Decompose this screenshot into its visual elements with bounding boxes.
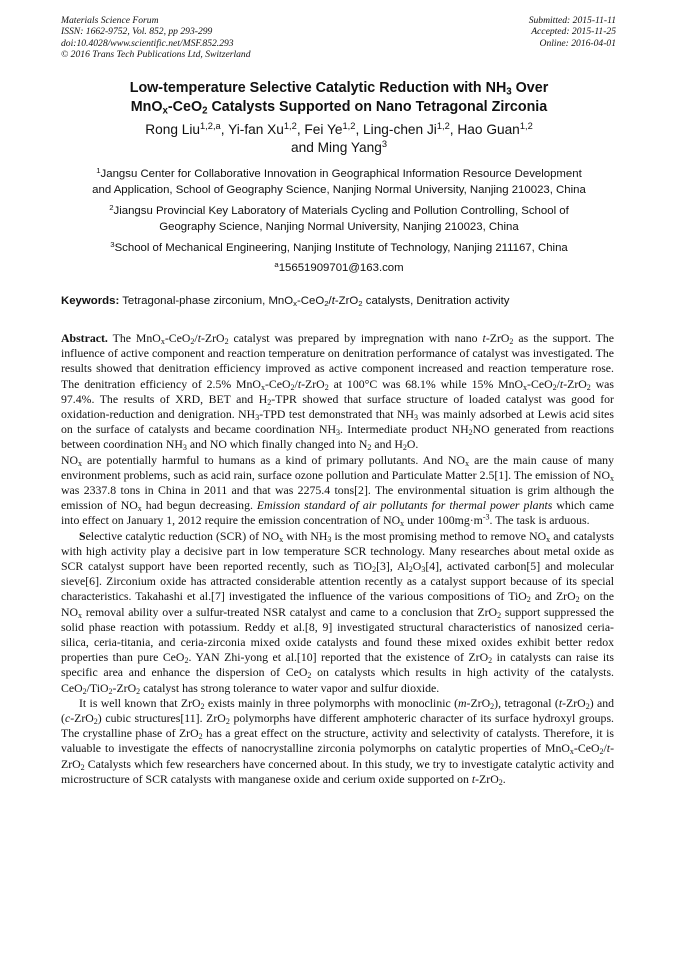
keywords-label: Keywords: (61, 295, 120, 307)
journal-header-right (529, 15, 616, 49)
author-list (40, 121, 638, 157)
author-line-1: Rong Liu$^{1,2,a}$, Yi-fan Xu$^{1,2}$, Fei Ye$^{1,2}$, Ling-chen Ji$^{1,2}$, Hao Guan$^{1,2}$ (145, 120, 533, 137)
accepted-date: Accepted: 2015-11-25 (531, 26, 616, 38)
affiliation-2: $^2$Jiangsu Provincial Key Laboratory of Materials Cycling and Pollution Controlling, School of Geography Science, Nanjing Normal University, Nanjing 210023, China (109, 202, 569, 233)
paragraph-4: It is well known that ZrO$_2$ exists mainly in three polymorphs with monoclinic (m-ZrO$_2$), tetragonal (t-ZrO$_2$) and (c-ZrO$_2$) cubic structures[11]. ZrO$_2$ polymorphs have different amphoteric character of its surface hydroxyl groups. The crystalline phase of ZrO$_2$ has a great effect on the structure, activity and selectivity of catalysts. Therefore, it is valuable to investigate the effects of nanocrystalline zirconia polymorphs on catalytic properties of MnO$_x$-CeO$_2$/t-ZrO$_2$ Catalysts which few researchers have concerned about. In this study, we try to investigate catalytic activity and microstructure of SCR catalysts with manganese oxide and cerium oxide supported on t-ZrO$_2$. (61, 695, 615, 787)
journal-copyright: © 2016 Trans Tech Publications Ltd, Switzerland (61, 49, 251, 61)
author-email: $^a$15651909701@163.com (274, 259, 404, 274)
paragraph-1: Abstract. The MnO$_x$-CeO$_2$/t-ZrO$_2$ catalyst was prepared by impregnation with nano t-ZrO$_2$ as the support. The influence of active component and reaction temperature on denitration performance of catalyst was investigated. The results showed that denitration efficiency improved as active component increased and reaction temperature rose. The denitration efficiency of 2.5% MnO$_x$-CeO$_2$/t-ZrO$_2$ at 100°C was 68.1% while 15% MnO$_x$-CeO$_2$/t-ZrO$_2$ was 97.4%. The results of XRD, BET and $H_2$-TPR showed that surface structure of loaded catalyst was good for oxidation-reduction and denigration. $NH_3$-TPD test demonstrated that $NH_3$ was mainly adsorbed at Lewis acid sites on the surface of catalysts and became coordination $NH_3$. Intermediate product $NH_2NO$ generated from reactions between coordination $NH_3$ and NO which finally changed into $N_2$ and $H_2O$. (61, 331, 614, 453)
paragraph-2: $NO_x$ are potentially harmful to humans as a kind of primary pollutants. And $NO_x$ are the main cause of many environment problems, such as acid rain, surface ozone pollution and Particulate Matter 2.5[1]. The emission of $NO_x$ was 2337.8 tons in China in 2011 and that was 2275.4 tons[2]. The environmental situation is grim although the emission of $NO_x$ had begun decreasing. Emission standard of air pollutants for thermal power plants which came into effect on January 1, 2012 require the emission concentration of $NO_x$ under $100mg\cdot m^{-3}$. The task is arduous. (61, 452, 614, 529)
keywords: Keywords: Tetragonal-phase zirconium, MnO$_x$-CeO$_2$/t-ZrO$_2$ catalysts, Denitration activity (61, 295, 510, 308)
journal-header-left (61, 15, 251, 61)
submitted-date: Submitted: 2015-11-11 (528, 15, 616, 26)
journal-issn: ISSN: 1662-9752, Vol. 852, pp 293-299 (61, 26, 213, 38)
paragraph-3: Selective catalytic reduction (SCR) of $NO_x$ with $NH_3$ is the most promising method to remove $NO_x$ and catalysts with high activity play a decisive part in low temperature SCR technology. Many researches about metal oxide as SCR catalyst support have been reported recently, such as TiO$_2$[3], $Al_2O_3[4]$, activated carbon[5] and molecular sieve[6]. Zirconium oxide has attracted considerable attention recently as a catalyst support because of its special characteristics. Takahashi et al.[7] investigated the influence of the various compositions of TiO$_2$ and ZrO$_2$ on the $NO_x$ removal ability over a sulfur-treated NSR catalyst and came to a conclusion that ZrO$_2$ support suppressed the solid phase reaction with potassium. Reddy et al.[8, 9] investigated structural characteristics of nanosized ceria-silica, ceria-titania, and ceria-zirconia mixed oxide catalysts and found these mixed oxides exhibit better redox properties than pure CeO$_2$. YAN Zhi-yong et al.[10] reported that the existence of ZrO$_2$ in catalysts can raise its specific area and enhance the dispersion of CeO$_2$ on catalysts which results in high activity of the catalysts. CeO$_2$/TiO$_2$-ZrO$_2$ catalyst has strong tolerance to water vapor and sulfur dioxide. (61, 528, 614, 696)
online-date: Online: 2016-04-01 (539, 37, 616, 49)
affiliation-3: $^3$School of Mechanical Engineering, Nanjing Institute of Technology, Nanjing 211167, China (110, 239, 568, 254)
body-text (61, 331, 614, 787)
author-line-2: and Ming Yang$^3$ (291, 138, 387, 155)
title-line-1: Low-temperature Selective Catalytic Reduction with $NH_3$ Over (129, 80, 549, 98)
paper-title (40, 79, 638, 117)
title-line-2: MnO$_x$-CeO$_2$ Catalysts Supported on Nano Tetragonal Zirconia (130, 99, 548, 117)
journal-doi: doi:10.4028/www.scientific.net/MSF.852.293 (61, 37, 234, 49)
affiliation-1: $^1$Jangsu Center for Collaborative Innovation in Geographical Information Resource Development and Application, School of Geography Science, Nanjing Normal University, Nanjing 210023, China (92, 165, 586, 196)
journal-name: Materials Science Forum (61, 15, 159, 26)
